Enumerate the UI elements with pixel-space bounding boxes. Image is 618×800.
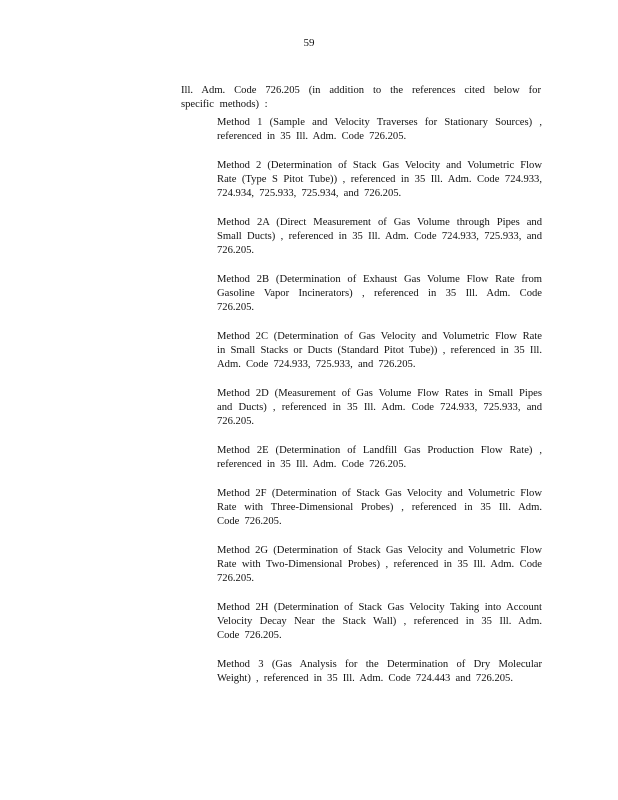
method-item: Method 2F (Determination of Stack Gas Velocity and Volumetric Flow Rate with Three-Dimensional Probes) , referenced in 35 Ill. Adm. Code 726.205.: [217, 488, 542, 527]
method-item: Method 2D (Measurement of Gas Volume Flow Rates in Small Pipes and Ducts) , referenced in 35 Ill. Adm. Code 724.933, 725.933, and 726.205.: [217, 388, 542, 427]
method-item: Method 2H (Determination of Stack Gas Velocity Taking into Account Velocity Decay Near the Stack Wall) , referenced in 35 Ill. Adm. Code 726.205.: [217, 602, 542, 641]
method-item: Method 2A (Direct Measurement of Gas Volume through Pipes and Small Ducts) , referenced in 35 Ill. Adm. Code 724.933, 725.933, and 726.205.: [217, 217, 542, 256]
page-number: 59: [303, 37, 315, 49]
method-item: Method 2G (Determination of Stack Gas Velocity and Volumetric Flow Rate with Two-Dimensional Probes) , referenced in 35 Ill. Adm. Code 726.205.: [217, 545, 542, 584]
method-item: Method 2E (Determination of Landfill Gas Production Flow Rate) , referenced in 35 Ill. Adm. Code 726.205.: [217, 445, 542, 470]
method-item: Method 3 (Gas Analysis for the Determination of Dry Molecular Weight) , referenced in 35 Ill. Adm. Code 724.443 and 726.205.: [217, 659, 542, 684]
method-item: Method 2C (Determination of Gas Velocity and Volumetric Flow Rate in Small Stacks or Ducts (Standard Pitot Tube)) , referenced in 35 Ill. Adm. Code 724.933, 725.933, and 726.205.: [217, 331, 542, 370]
method-item: Method 1 (Sample and Velocity Traverses for Stationary Sources) , referenced in 35 Ill. Adm. Code 726.205.: [217, 117, 542, 142]
intro-paragraph: Ill. Adm. Code 726.205 (in addition to the references cited below for specific methods) :: [181, 84, 541, 110]
method-item: Method 2B (Determination of Exhaust Gas Volume Flow Rate from Gasoline Vapor Incinerators) , referenced in 35 Ill. Adm. Code 726.205.: [217, 274, 542, 313]
method-list: [217, 116, 542, 701]
method-item: Method 2 (Determination of Stack Gas Velocity and Volumetric Flow Rate (Type S Pitot Tube)) , referenced in 35 Ill. Adm. Code 724.933, 724.934, 725.933, 725.934, and 726.205.: [217, 160, 542, 199]
